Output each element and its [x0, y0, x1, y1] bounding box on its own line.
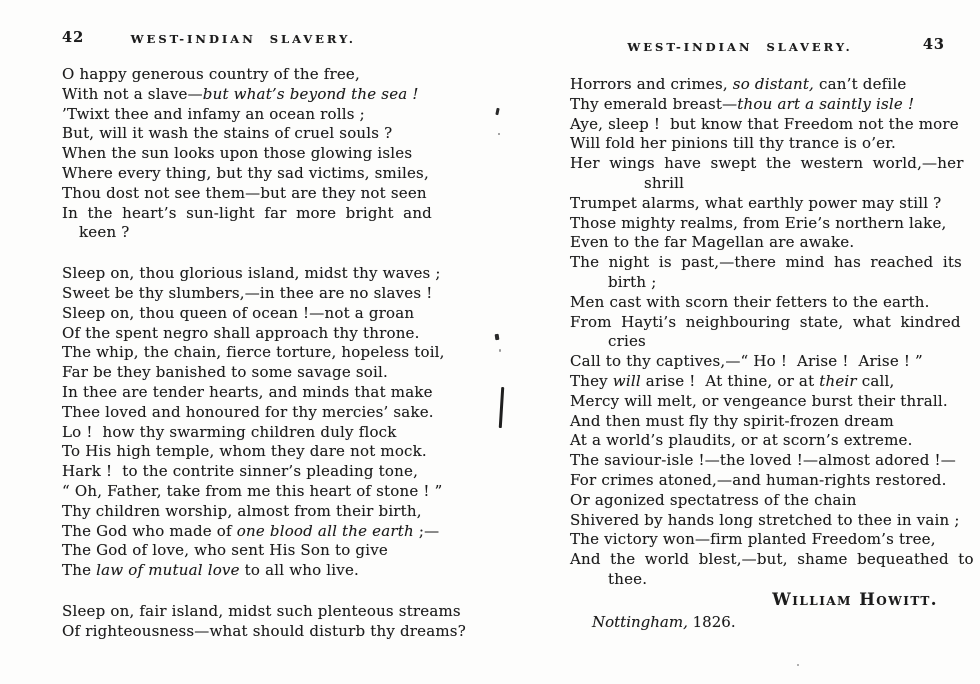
poem-line: ’Twixt thee and infamy an ocean rolls ; — [62, 104, 365, 123]
poem-line: Sleep on, fair island, midst such plenteous streams — [62, 601, 461, 620]
poem-line: Of righteousness—what should disturb thy dreams? — [62, 621, 466, 640]
poem-line: Mercy will melt, or vengeance burst their thrall. — [570, 391, 948, 410]
poem-line: The God who made of one blood all the earth ;— — [62, 521, 440, 540]
dateline-place: Nottingham, — [592, 612, 688, 631]
author-signature: William Howitt. — [772, 589, 938, 609]
poem-line: Hark ! to the contrite sinner’s pleading tone, — [62, 462, 419, 481]
poem-line: Thou dost not see them—but are they not seen — [62, 183, 427, 202]
poem-line: Will fold her pinions till thy trance is o’er. — [570, 134, 896, 153]
poem-line: The victory won—firm planted Freedom’s tree, — [570, 530, 936, 549]
poem-line: To His high temple, whom they dare not mock. — [62, 442, 427, 461]
poem-line: Where every thing, but thy sad victims, smiles, — [62, 163, 429, 182]
poem-line: In thee are tender hearts, and minds that make — [62, 382, 433, 401]
poem-line: And the world blest,—but, shame bequeathed to — [570, 550, 974, 569]
poem-line: And then must fly thy spirit-frozen dream — [570, 411, 894, 430]
poem-line: The night is past,—there mind has reached its — [570, 253, 962, 272]
poem-line: Shivered by hands long stretched to thee in vain ; — [570, 510, 960, 529]
poem-line: Horrors and crimes, so distant, can’t defile — [570, 75, 907, 93]
poem-column-right — [570, 75, 974, 590]
dateline-year: 1826. — [687, 612, 736, 631]
page-43-header — [570, 26, 955, 56]
running-title: WEST-INDIAN SLAVERY. — [130, 32, 356, 46]
poem-line: O happy generous country of the free, — [62, 65, 360, 83]
poem-line: The saviour-isle !—the loved !—almost adored !— — [570, 451, 956, 470]
poem-line: They will arise ! At thine, or at their call, — [570, 371, 895, 390]
poem-line: “ Oh, Father, take from me this heart of stone ! ” — [62, 481, 443, 500]
stanza — [62, 601, 466, 642]
page-43 — [570, 26, 974, 632]
poem-line: Sleep on, thou glorious island, midst thy waves ; — [62, 264, 441, 283]
page-42 — [62, 26, 466, 642]
scan-artifact-dot — [797, 664, 799, 666]
poem-line: Even to the far Magellan are awake. — [570, 233, 855, 252]
stanza — [62, 65, 456, 243]
poem-line: Call to thy captives,—“ Ho ! Arise ! Arise ! ” — [570, 352, 923, 371]
poem-line: shrill — [644, 173, 685, 192]
poem-line: Thy children worship, almost from their birth, — [62, 501, 422, 520]
page-number: 43 — [922, 36, 945, 53]
page-number: 42 — [62, 29, 85, 46]
poem-line: The law of mutual love to all who live. — [62, 561, 360, 580]
poem-line: thee. — [608, 569, 648, 588]
poem-line: Thy emerald breast—thou art a saintly isle ! — [570, 94, 915, 113]
dateline — [570, 612, 955, 632]
poem-line: Or agonized spectatress of the chain — [570, 490, 857, 509]
poem-line: The God of love, who sent His Son to give — [62, 541, 388, 560]
poem-line: cries — [608, 332, 646, 351]
poem-line: Sweet be thy slumbers,—in thee are no slaves ! — [62, 283, 433, 302]
page-42-header — [62, 26, 456, 48]
poem-line: Sleep on, thou queen of ocean !—not a groan — [62, 303, 415, 322]
poem-line: For crimes atoned,—and human-rights restored. — [570, 470, 947, 489]
poem-line: keen ? — [79, 223, 130, 242]
poem-line: At a world’s plaudits, or at scorn’s extreme. — [570, 431, 913, 450]
scan-artifact-speck — [495, 334, 500, 340]
poem-line: Lo ! how thy swarming children duly flock — [62, 422, 397, 441]
poem-line: Trumpet alarms, what earthly power may still ? — [570, 193, 942, 212]
scan-artifact-stroke — [499, 387, 504, 428]
running-title: WEST-INDIAN SLAVERY. — [627, 40, 853, 54]
poem-line: When the sun looks upon those glowing isles — [62, 144, 413, 163]
poem-column-left — [62, 65, 466, 642]
poem-line: Aye, sleep ! but know that Freedom not the more — [570, 114, 959, 133]
poem-line: Thee loved and honoured for thy mercies’ sake. — [62, 402, 434, 421]
poem-line: Her wings have swept the western world,—her — [570, 154, 964, 173]
poem-line: Of the spent negro shall approach thy throne. — [62, 323, 420, 342]
poem-line: Men cast with scorn their fetters to the earth. — [570, 292, 930, 311]
scan-artifact-dot — [499, 349, 501, 352]
poem-line: Far be they banished to some savage soil. — [62, 363, 388, 382]
poem-line: With not a slave—but what’s beyond the sea ! — [62, 84, 419, 103]
poem-line: The whip, the chain, fierce torture, hopeless toil, — [62, 343, 445, 362]
poem-line: Those mighty realms, from Erie’s northern lake, — [570, 213, 947, 232]
poem-line: But, will it wash the stains of cruel souls ? — [62, 124, 393, 143]
stanza — [570, 75, 974, 590]
poem-line: birth ; — [608, 272, 657, 291]
stanza — [62, 264, 456, 581]
poem-line: From Hayti’s neighbouring state, what kindred — [570, 312, 961, 331]
scan-artifact-dot — [498, 133, 500, 135]
scan-artifact-speck — [495, 108, 499, 115]
poem-line: In the heart’s sun-light far more bright and — [62, 203, 432, 222]
